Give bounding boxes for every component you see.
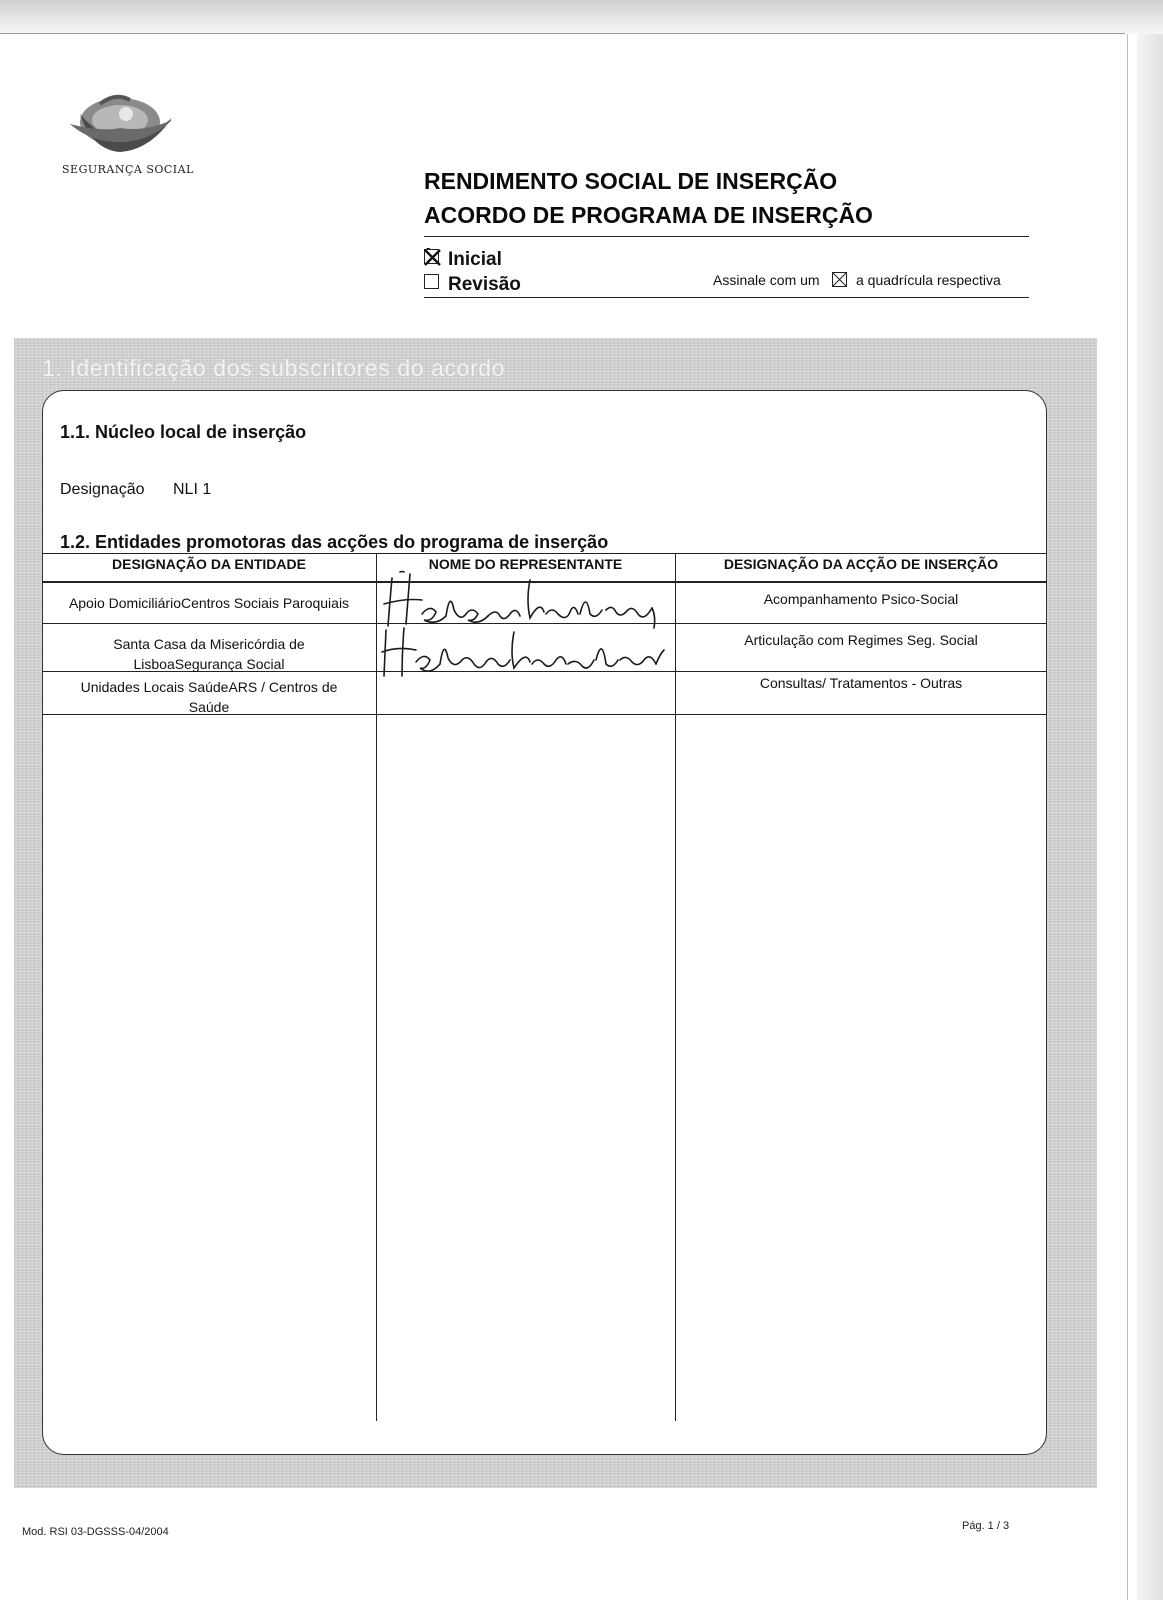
- table-top-rule: [42, 553, 1047, 554]
- column-header-entidade: DESIGNAÇÃO DA ENTIDADE: [112, 556, 306, 572]
- instruction-x-box-icon: [832, 272, 847, 287]
- inicial-checkbox[interactable]: [424, 249, 439, 264]
- subsection-1-2-title: 1.2. Entidades promotoras das acções do programa de inserção: [60, 532, 609, 552]
- scan-right-shadow: [1137, 34, 1163, 1600]
- table-column-divider: [675, 554, 676, 1421]
- inicial-label: Inicial: [448, 249, 502, 270]
- scan-top-shadow: [0, 0, 1163, 34]
- document-title-line1: RENDIMENTO SOCIAL DE INSERÇÃO: [424, 168, 838, 194]
- form-code: Mod. RSI 03-DGSSS-04/2004: [22, 1526, 169, 1538]
- instruction-text-before: Assinale com um: [713, 272, 820, 288]
- logo-text: SEGURANÇA SOCIAL: [62, 163, 194, 176]
- representative-signature-row2: [380, 624, 680, 682]
- designacao-label: Designação: [60, 481, 145, 498]
- representative-signature-row1: [380, 570, 680, 632]
- section-1-title: 1. Identificação dos subscritores do acordo: [42, 355, 506, 381]
- table-column-divider: [376, 554, 377, 1421]
- subsection-1-1-title: 1.1. Núcleo local de inserção: [60, 422, 307, 442]
- scan-right-edge: [1127, 34, 1128, 1600]
- revisao-checkbox[interactable]: [424, 274, 439, 289]
- checkbox-rule: [424, 297, 1029, 298]
- title-rule: [424, 236, 1029, 237]
- instruction-text-after: a quadrícula respectiva: [856, 272, 1001, 288]
- table-cell-entidade: Santa Casa da Misericórdia de LisboaSegurança Social: [113, 636, 305, 672]
- document-title-line2: ACORDO DE PROGRAMA DE INSERÇÃO: [424, 202, 873, 228]
- revisao-label: Revisão: [448, 274, 521, 295]
- table-cell-acao: Consultas/ Tratamentos - Outras: [759, 675, 963, 691]
- scan-top-edge: [0, 33, 1125, 34]
- page-number: Pág. 1 / 3: [962, 1520, 1010, 1532]
- designacao-value: NLI 1: [173, 481, 212, 498]
- table-cell-entidade: Apoio DomiciliárioCentros Sociais Paroquiais: [68, 595, 350, 611]
- handwritten-x-mark-icon: [423, 248, 442, 267]
- table-cell-acao: Articulação com Regimes Seg. Social: [744, 632, 978, 648]
- column-header-acao: DESIGNAÇÃO DA ACÇÃO DE INSERÇÃO: [723, 556, 999, 572]
- table-cell-entidade: Unidades Locais SaúdeARS / Centros de Saúde: [80, 679, 338, 715]
- table-cell-acao: Acompanhamento Psico-Social: [763, 591, 959, 607]
- column-header-representante: NOME DO REPRESENTANTE: [428, 556, 623, 572]
